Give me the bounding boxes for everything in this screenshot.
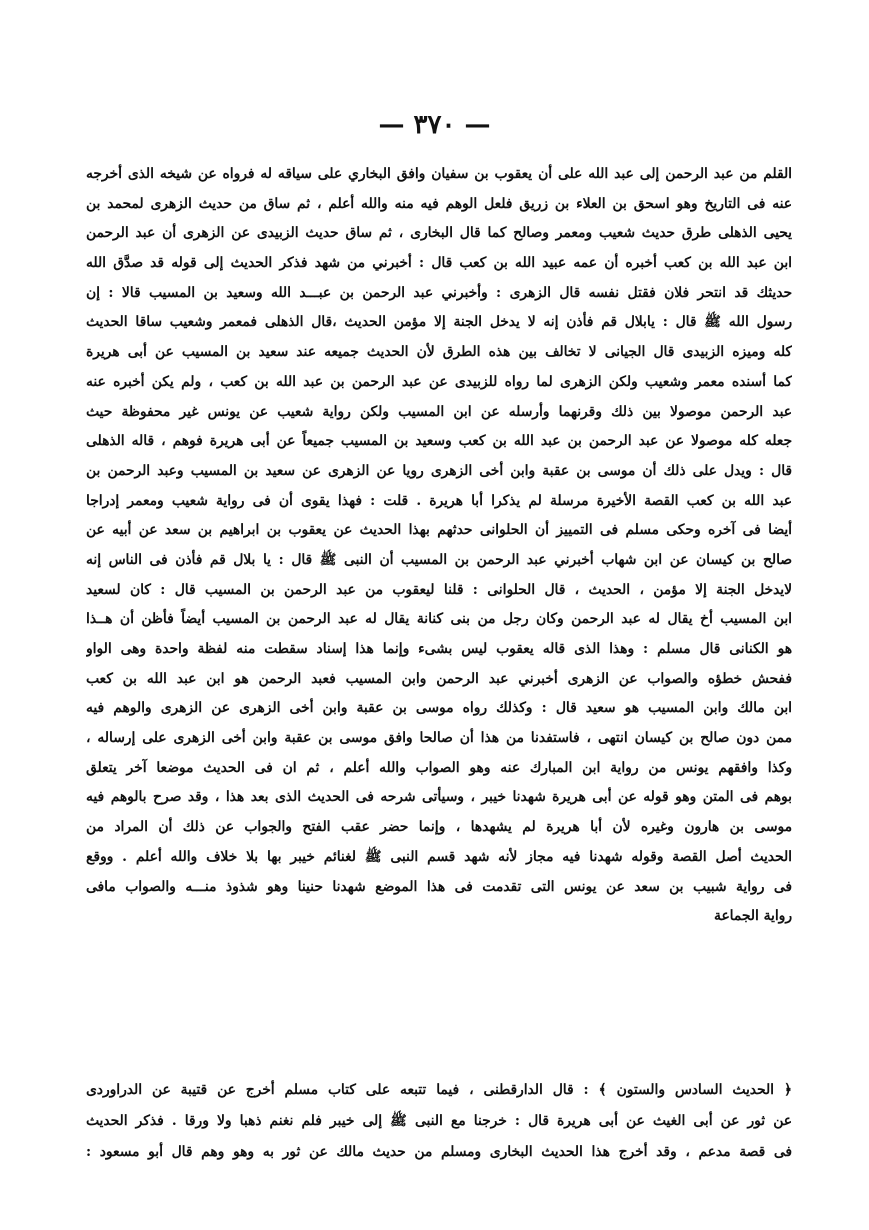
text-line: فى قصة مدعم ، وقد أخرج هذا الحديث البخارى ومسلم من حديث مالك عن ثور به وهو وهم قال أبو مسعود : (86, 1144, 792, 1160)
text-line: قال : ويدل على ذلك أن موسى بن عقبة وابن أخى الزهرى رويا عن الزهرى عن سعيد بن المسيب وعبد الرحمن بن (86, 462, 792, 479)
text-line: وكذا وافقهم يونس من رواية ابن المبارك عنه وهو الصواب والله أعلم ، ثم ان فى الحديث موضعا آخر يتعلق (86, 759, 792, 776)
text-line: ابن عبد الله بن كعب أخبره أن عمه عبيد الله بن كعب قال : أخبرني من شهد فذكر الحديث إلى قوله قد صدَّق الله (86, 255, 792, 272)
text-line: كله وميزه الزبيدى قال الجيانى لا تخالف بين هذه الطرق لأن الحديث جميعه عند سعيد بن المسيب عن أبى هريرة (86, 344, 792, 361)
text-line: ممن دون صالح بن كيسان انتهى ، فاستفدنا من هذا أن صالحا وافق موسى بن عقبة وابن أخى الزهرى على إرساله ، (86, 730, 792, 747)
text-line: كما أسنده معمر وشعيب ولكن الزهرى لما رواه للزبيدى عن عبد الرحمن بن عبد الله بن كعب ، ولم يكن أخبره عنه (86, 373, 792, 390)
text-line: بوهم فى المتن وهو قوله عن أبى هريرة شهدنا خيبر ، وسيأتى شرحه فى الحديث الذى بعد هذا ، وقد صرح بالوهم فيه (86, 789, 792, 806)
text-line: ابن المسيب أخ يقال له عبد الرحمن وكان رجل من بنى كنانة يقال له عبد الرحمن بن المسيب أيضاً فأظن أن هــذا (86, 611, 792, 628)
page-number: — ٣٧٠ — (378, 110, 491, 140)
text-line: صالح بن كيسان عن ابن شهاب أخبرني عبد الرحمن بن المسيب أن النبى ﷺ قال : يا بلال قم فأذن فى الناس إنه (86, 551, 792, 568)
text-line: رسول الله ﷺ قال : يابلال قم فأذن إنه لا يدخل الجنة إلا مؤمن الحديث ،قال الذهلى فمعمر وشعيب ساقا الحديث (86, 314, 792, 331)
text-line: ﴿ الحديث السادس والستون ﴾ : قال الدارقطنى ، فيما تتبعه على كتاب مسلم أخرج عن قتيبة عن الدراوردى (86, 1082, 792, 1098)
text-line: الحديث أصل القصة وقوله شهدنا فيه مجاز لأنه شهد قسم النبى ﷺ لغنائم خيبر بها بلا خلاف والله أعلم . ووقع (86, 848, 792, 865)
text-line: فى رواية شبيب بن سعد عن يونس التى تقدمت فى هذا الموضع شهدنا حنينا وهو شذوذ منـــه والصواب مافى (86, 878, 792, 895)
text-line: رواية الجماعة (714, 908, 792, 925)
text-line: هو الكنانى قال مسلم : وهذا الذى قاله يعقوب ليس بشىء وإنما هذا إسناد سقطت منه لفظة واحدة وهى الواو (86, 641, 792, 657)
text-line: القلم من عبد الرحمن إلى عبد الله على أن يعقوب بن سفيان وافق البخاري على سياقه له فرواه عن شيخه الذى أخرجه (86, 166, 792, 182)
text-line: ففحش خطؤه والصواب عن الزهرى أخبرني عبد الرحمن وابن المسيب فعبد الرحمن هو ابن عبد الله بن كعب (86, 670, 792, 687)
text-line: عبد الرحمن موصولا بين ذلك وقرنهما وأرسله عن ابن المسيب ولكن رواية شعيب عن يونس غير محفوظة حيث (86, 403, 792, 420)
text-line: جعله كله موصولا عن عبد الرحمن بن عبد الله بن كعب وسعيد بن المسيب جميعاً عن أبى هريرة فوهم ، قاله الذهلى (86, 433, 792, 450)
text-line: عن ثور عن أبى الغيث عن أبى هريرة قال : خرجنا مع النبى ﷺ إلى خيبر فلم نغنم ذهبا ولا ورقا . فذكر الحديث (86, 1113, 792, 1129)
text-line: يحيى الذهلى طرق حديث شعيب ومعمر وصالح كما قال البخارى ، ثم ساق حديث الزبيدى عن الزهرى أن عبد الرحمن (86, 225, 792, 242)
text-line: حديثك قد انتحر فلان فقتل نفسه قال الزهرى : وأخبرني عبد الرحمن بن عبـــد الله وسعيد بن المسيب قالا : إن (86, 284, 792, 301)
text-line: لايدخل الجنة إلا مؤمن ، الحديث ، قال الحلوانى : قلنا ليعقوب من عبد الرحمن بن المسيب قال : كان لسعيد (86, 581, 792, 598)
text-line: ابن مالك وابن المسيب هو سعيد قال : وكذلك رواه موسى بن عقبة وابن أخى الزهرى عن الزهرى والوهم فيه (86, 700, 792, 717)
text-line: عبد الله بن كعب القصة الأخيرة مرسلة لم يذكرا أبا هريرة . قلت : فهذا يقوى أن فى رواية شعيب ومعمر إدراجا (86, 492, 792, 509)
text-line: أيضا فى آخره وحكى مسلم فى التمييز أن الحلوانى حدثهم بهذا الحديث عن يعقوب بن ابراهيم بن سعد عن أبيه عن (86, 522, 792, 539)
text-line: موسى بن هارون وغيره لأن أبا هريرة لم يشهدها ، وإنما حضر عقب الفتح والجواب عن ذلك أن المراد من (86, 819, 792, 836)
hadith-66-paragraph (86, 1075, 792, 1168)
commentary-paragraph (86, 160, 792, 932)
text-line: عنه فى التاريخ وهو اسحق بن العلاء بن زريق فلعل الوهم فيه منه والله أعلم ، ثم ساق من حديث الزهرى لمحمد بن (86, 195, 792, 212)
